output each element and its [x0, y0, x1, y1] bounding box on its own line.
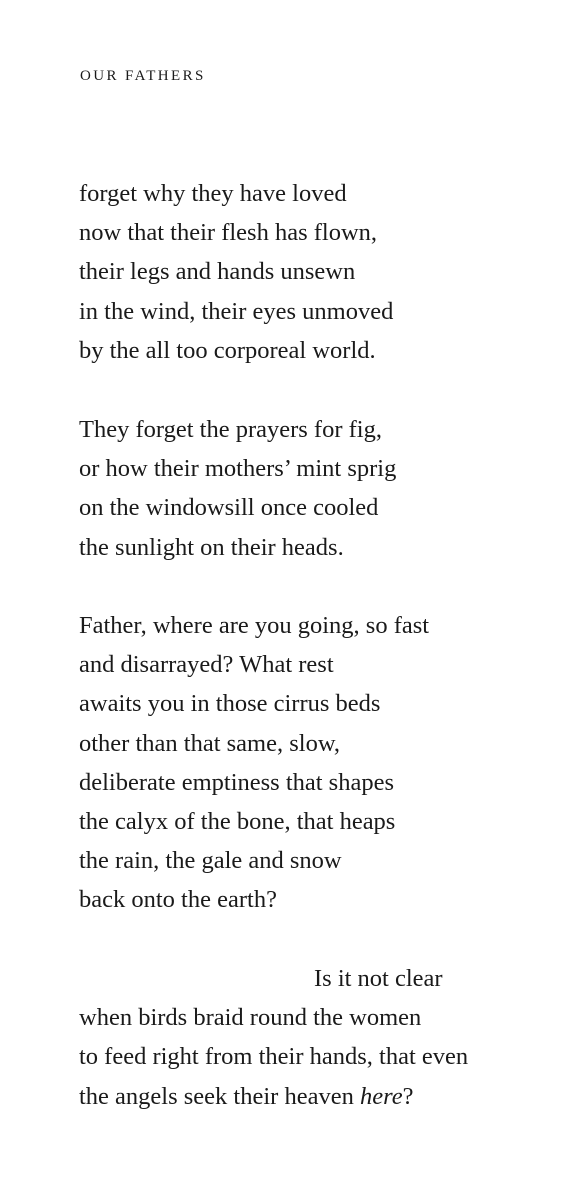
line-text: the angels seek their heaven	[79, 1082, 360, 1110]
poem-line: to feed right from their hands, that even	[79, 1043, 469, 1071]
poem-line: in the wind, their eyes unmoved	[79, 297, 394, 325]
poem-line: the calyx of the bone, that heaps	[79, 807, 396, 835]
emphasized-word: here	[359, 1082, 403, 1110]
poem-line: the sunlight on their heads.	[79, 533, 344, 561]
poem-title: OUR FATHERS	[80, 68, 206, 84]
stanza-4	[79, 959, 468, 1116]
poem-line: deliberate emptiness that shapes	[79, 768, 394, 796]
poem-line-final	[79, 1077, 468, 1116]
poem-line: back onto the earth?	[79, 886, 277, 914]
poem-line: awaits you in those cirrus beds	[79, 690, 381, 718]
poem-line: Father, where are you going, so fast	[79, 612, 430, 639]
poem-line-indented: Is it not clear	[314, 965, 443, 992]
stanza-2	[79, 410, 396, 567]
line-punctuation: ?	[402, 1082, 414, 1110]
stanza-1	[79, 174, 393, 370]
poem-line: on the windowsill once cooled	[79, 494, 379, 522]
poem-line: or how their mothers’ mint sprig	[79, 455, 397, 483]
poem-line: their legs and hands unsewn	[79, 258, 356, 286]
poem-line: now that their flesh has flown,	[79, 219, 378, 247]
poem-line: the rain, the gale and snow	[79, 847, 342, 875]
poem-line: forget why they have loved	[79, 180, 347, 207]
poem-line: when birds braid round the women	[79, 1004, 422, 1032]
stanza-3	[79, 606, 429, 920]
poem-line: other than that same, slow,	[79, 729, 341, 757]
poem-line: and disarrayed? What rest	[79, 651, 334, 679]
poem-line: by the all too corporeal world.	[79, 336, 376, 364]
poem-line: They forget the prayers for fig,	[79, 416, 382, 443]
